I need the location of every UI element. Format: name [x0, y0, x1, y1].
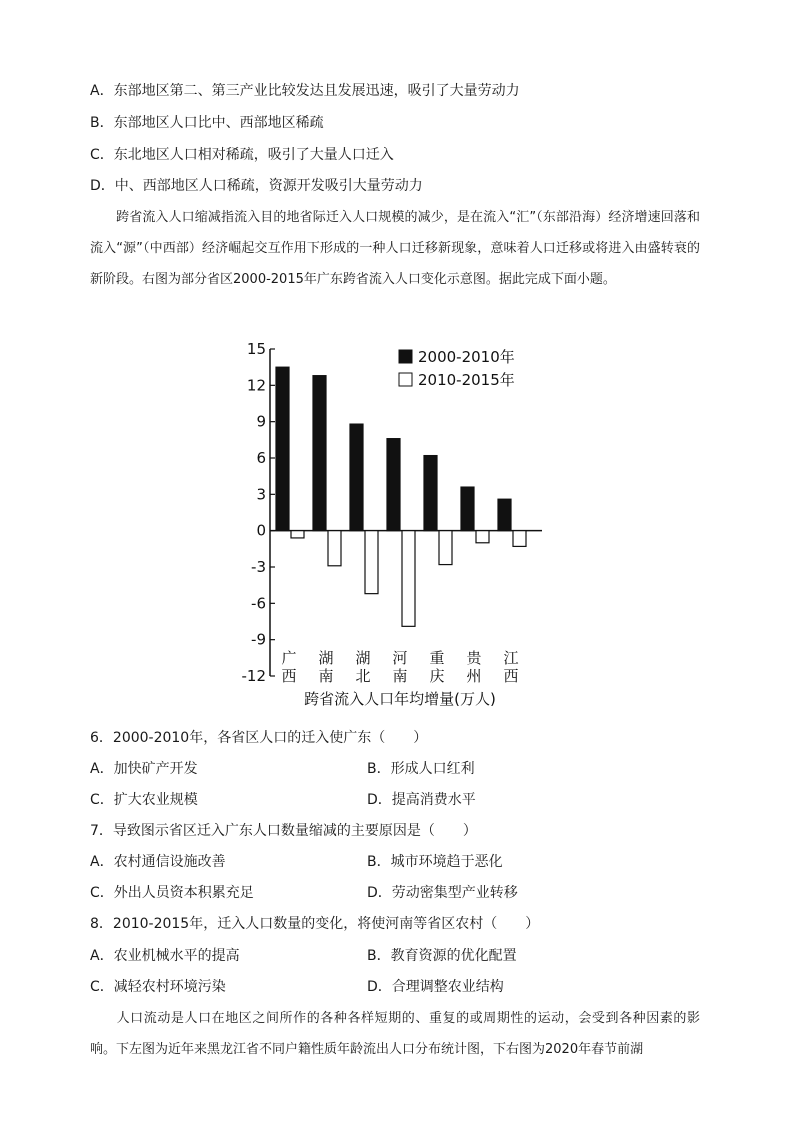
bar-2010-2015: [513, 531, 526, 547]
y-tick-label: -6: [251, 594, 266, 613]
bar-2010-2015: [291, 531, 304, 538]
prev-option-d: D．中、西部地区人口稀疏，资源开发吸引大量劳动力: [90, 178, 423, 194]
q8-option-c: C．减轻农村环境污染: [90, 979, 226, 995]
y-tick-label: 15: [246, 340, 266, 358]
bar-2010-2015: [365, 531, 378, 594]
bar-2000-2010: [387, 439, 400, 531]
q7-option-a: A．农村通信设施改善: [90, 854, 226, 870]
bar-2010-2015: [328, 531, 341, 566]
category-label: 江: [503, 649, 519, 667]
q7-option-d: D．劳动密集型产业转移: [367, 885, 518, 901]
bar-2000-2010: [461, 487, 474, 531]
category-label: 广: [281, 649, 297, 667]
prev-option-a: A．东部地区第二、第三产业比较发达且发展迅速，吸引了大量劳动力: [90, 83, 520, 99]
y-tick-label: 3: [256, 485, 266, 504]
x-axis-title: 跨省流入人口年均增量(万人): [304, 690, 496, 708]
q6-option-b: B．形成人口红利: [367, 761, 475, 777]
q8-option-d: D．合理调整农业结构: [367, 979, 504, 995]
y-tick-label: 12: [246, 376, 266, 395]
prev-option-c: C．东北地区人口相对稀疏，吸引了大量人口迁入: [90, 147, 394, 163]
question-8-stem: 8．2010-2015年，迁入人口数量的变化，将使河南等省区农村（ ）: [90, 916, 540, 932]
y-tick-label: -12: [241, 667, 266, 685]
category-label: 州: [466, 667, 482, 685]
bar-chart: [232, 335, 552, 713]
y-tick-label: -3: [251, 558, 266, 576]
bar-2000-2010: [276, 367, 289, 531]
q6-option-c: C．扩大农业规模: [90, 792, 198, 808]
bar-2010-2015: [439, 531, 452, 565]
category-label: 湖: [355, 649, 371, 667]
category-label: 南: [392, 667, 408, 685]
question-7-stem: 7．导致图示省区迁入广东人口数量缩减的主要原因是（ ）: [90, 823, 477, 839]
bar-2000-2010: [424, 456, 437, 531]
question-6-stem: 6．2000-2010年，各省区人口的迁入使广东（ ）: [90, 730, 428, 746]
y-tick-label: 9: [256, 412, 266, 431]
prev-option-b: B．东部地区人口比中、西部地区稀疏: [90, 115, 324, 131]
category-label: 河: [392, 649, 408, 667]
category-labels: [281, 649, 518, 685]
q6-option-a: A．加快矿产开发: [90, 761, 198, 777]
bar-2000-2010: [313, 376, 326, 531]
y-tick-label: -9: [251, 630, 266, 649]
category-label: 湖: [318, 649, 334, 667]
category-label: 北: [355, 667, 371, 685]
legend: [399, 348, 515, 389]
bar-2000-2010: [498, 499, 511, 530]
y-tick-label: 6: [256, 449, 266, 467]
legend-label-2000-2010: 2000-2010年: [418, 348, 515, 366]
q6-option-d: D．提高消费水平: [367, 792, 476, 808]
legend-swatch-2010-2015: [399, 373, 412, 386]
bar-2010-2015: [402, 531, 415, 627]
category-label: 西: [281, 667, 297, 685]
category-label: 贵: [466, 649, 482, 667]
q7-option-b: B．城市环境趋于恶化: [367, 854, 503, 870]
passage-migration: 人口流动是人口在地区之间所作的各种各样短期的、重复的或周期性的运动，会受到各种因素的影响。下左图为近年来黑龙江省不同户籍性质年龄流出人口分布统计图，下右图为2020年春节前湖: [90, 1011, 700, 1057]
bar-2000-2010: [350, 424, 363, 531]
legend-swatch-2000-2010: [399, 350, 412, 363]
passage-intro: 跨省流入人口缩减指流入目的地省际迁入人口规模的减少，是在流入“汇”（东部沿海）经济增速回落和流入“源”（中西部）经济崛起交互作用下形成的一种人口迁移新现象，意味着人口迁移或将进入由盛转衰的新阶段。右图为部分省区2000-2015年广东跨省流入人口变化示意图。据此完成下面小题。: [90, 210, 700, 287]
y-tick-label: 0: [256, 521, 266, 540]
bar-2010-2015: [476, 531, 489, 543]
legend-label-2010-2015: 2010-2015年: [418, 371, 515, 389]
q7-option-c: C．外出人员资本积累充足: [90, 885, 254, 901]
category-label: 西: [503, 667, 519, 685]
category-label: 重: [429, 649, 445, 667]
bars-group: [276, 367, 526, 626]
category-label: 南: [318, 667, 334, 685]
category-label: 庆: [429, 667, 445, 685]
q8-option-b: B．教育资源的优化配置: [367, 948, 517, 964]
q8-option-a: A．农业机械水平的提高: [90, 948, 240, 964]
